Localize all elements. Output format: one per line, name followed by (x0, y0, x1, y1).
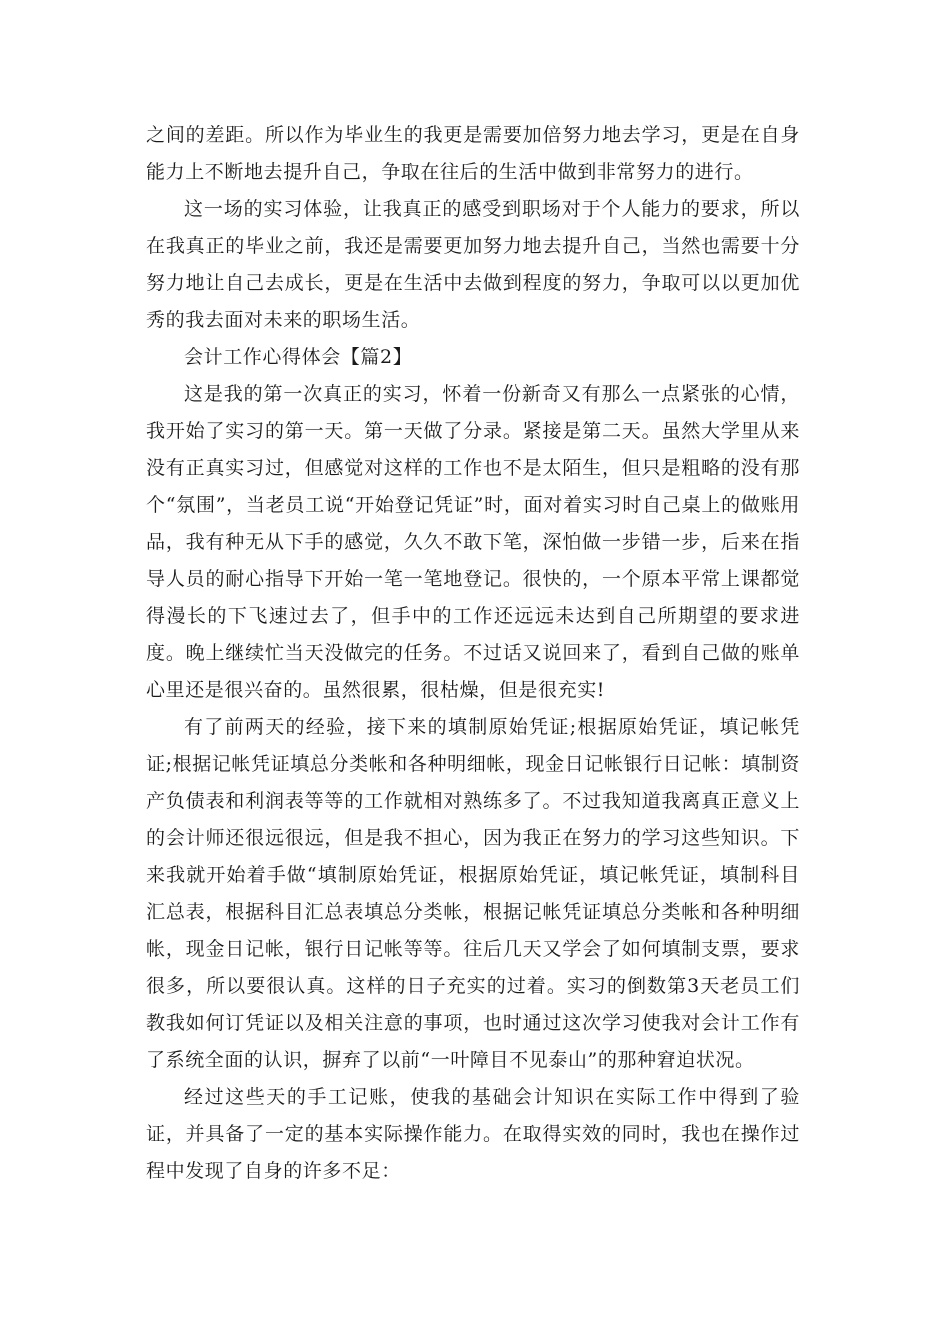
document-body (146, 117, 800, 1190)
paragraph-continuation: 之间的差距。所以作为毕业生的我更是需要加倍努力地去学习，更是在自身能力上不断地去提升自己，争取在往后的生活中做到非常努力的进行。 (146, 124, 800, 183)
section-heading: 会计工作心得体会【篇2】 (184, 346, 413, 368)
paragraph-internship-reflection: 这一场的实习体验，让我真正的感受到职场对于个人能力的要求，所以在我真正的毕业之前，我还是需要更加努力地去提升自己，当然也需要十分努力地让自己去成长，更是在生活中去做到程度的努力，争取可以以更加优秀的我去面对未来的职场生活。 (146, 198, 800, 331)
paragraph-bookkeeping-experience: 有了前两天的经验，接下来的填制原始凭证;根据原始凭证，填记帐凭证;根据记帐凭证填总分类帐和各种明细帐，现金日记帐银行日记帐：填制资产负债表和利润表等等的工作就相对熟练多了。不过我知道我离真正意义上的会计师还很远很远，但是我不担心，因为我正在努力的学习这些知识。下来我就开始着手做“填制原始凭证，根据原始凭证，填记帐凭证，填制科目汇总表，根据科目汇总表填总分类帐，根据记帐凭证填总分类帐和各种明细帐，现金日记帐，银行日记帐等等。往后几天又学会了如何填制支票，要求很多，所以要很认真。这样的日子充实的过着。实习的倒数第3天老员工们教我如何订凭证以及相关注意的事项，也时通过这次学习使我对会计工作有了系统全面的认识，摒弃了以前“一叶障目不见泰山”的那种窘迫状况。 (146, 716, 800, 1071)
paragraph-first-internship: 这是我的第一次真正的实习，怀着一份新奇又有那么一点紧张的心情，我开始了实习的第一天。第一天做了分录。紧接是第二天。虽然大学里从来没有正真实习过，但感觉对这样的工作也不是太陌生，但只是粗略的没有那个“氛围”，当老员工说“开始登记凭证”时，面对着实习时自己桌上的做账用品，我有种无从下手的感觉，久久不敢下笔，深怕做一步错一步，后来在指导人员的耐心指导下开始一笔一笔地登记。很快的，一个原本平常上课都觉得漫长的下飞速过去了，但手中的工作还远远未达到自己所期望的要求进度。晚上继续忙当天没做完的任务。不过话又说回来了，看到自己做的账单心里还是很兴奋的。虽然很累，很枯燥，但是很充实! (146, 383, 800, 701)
paragraph-manual-accounting: 经过这些天的手工记账，使我的基础会计知识在实际工作中得到了验证，并具备了一定的基本实际操作能力。在取得实效的同时，我也在操作过程中发现了自身的许多不足： (146, 1086, 800, 1182)
